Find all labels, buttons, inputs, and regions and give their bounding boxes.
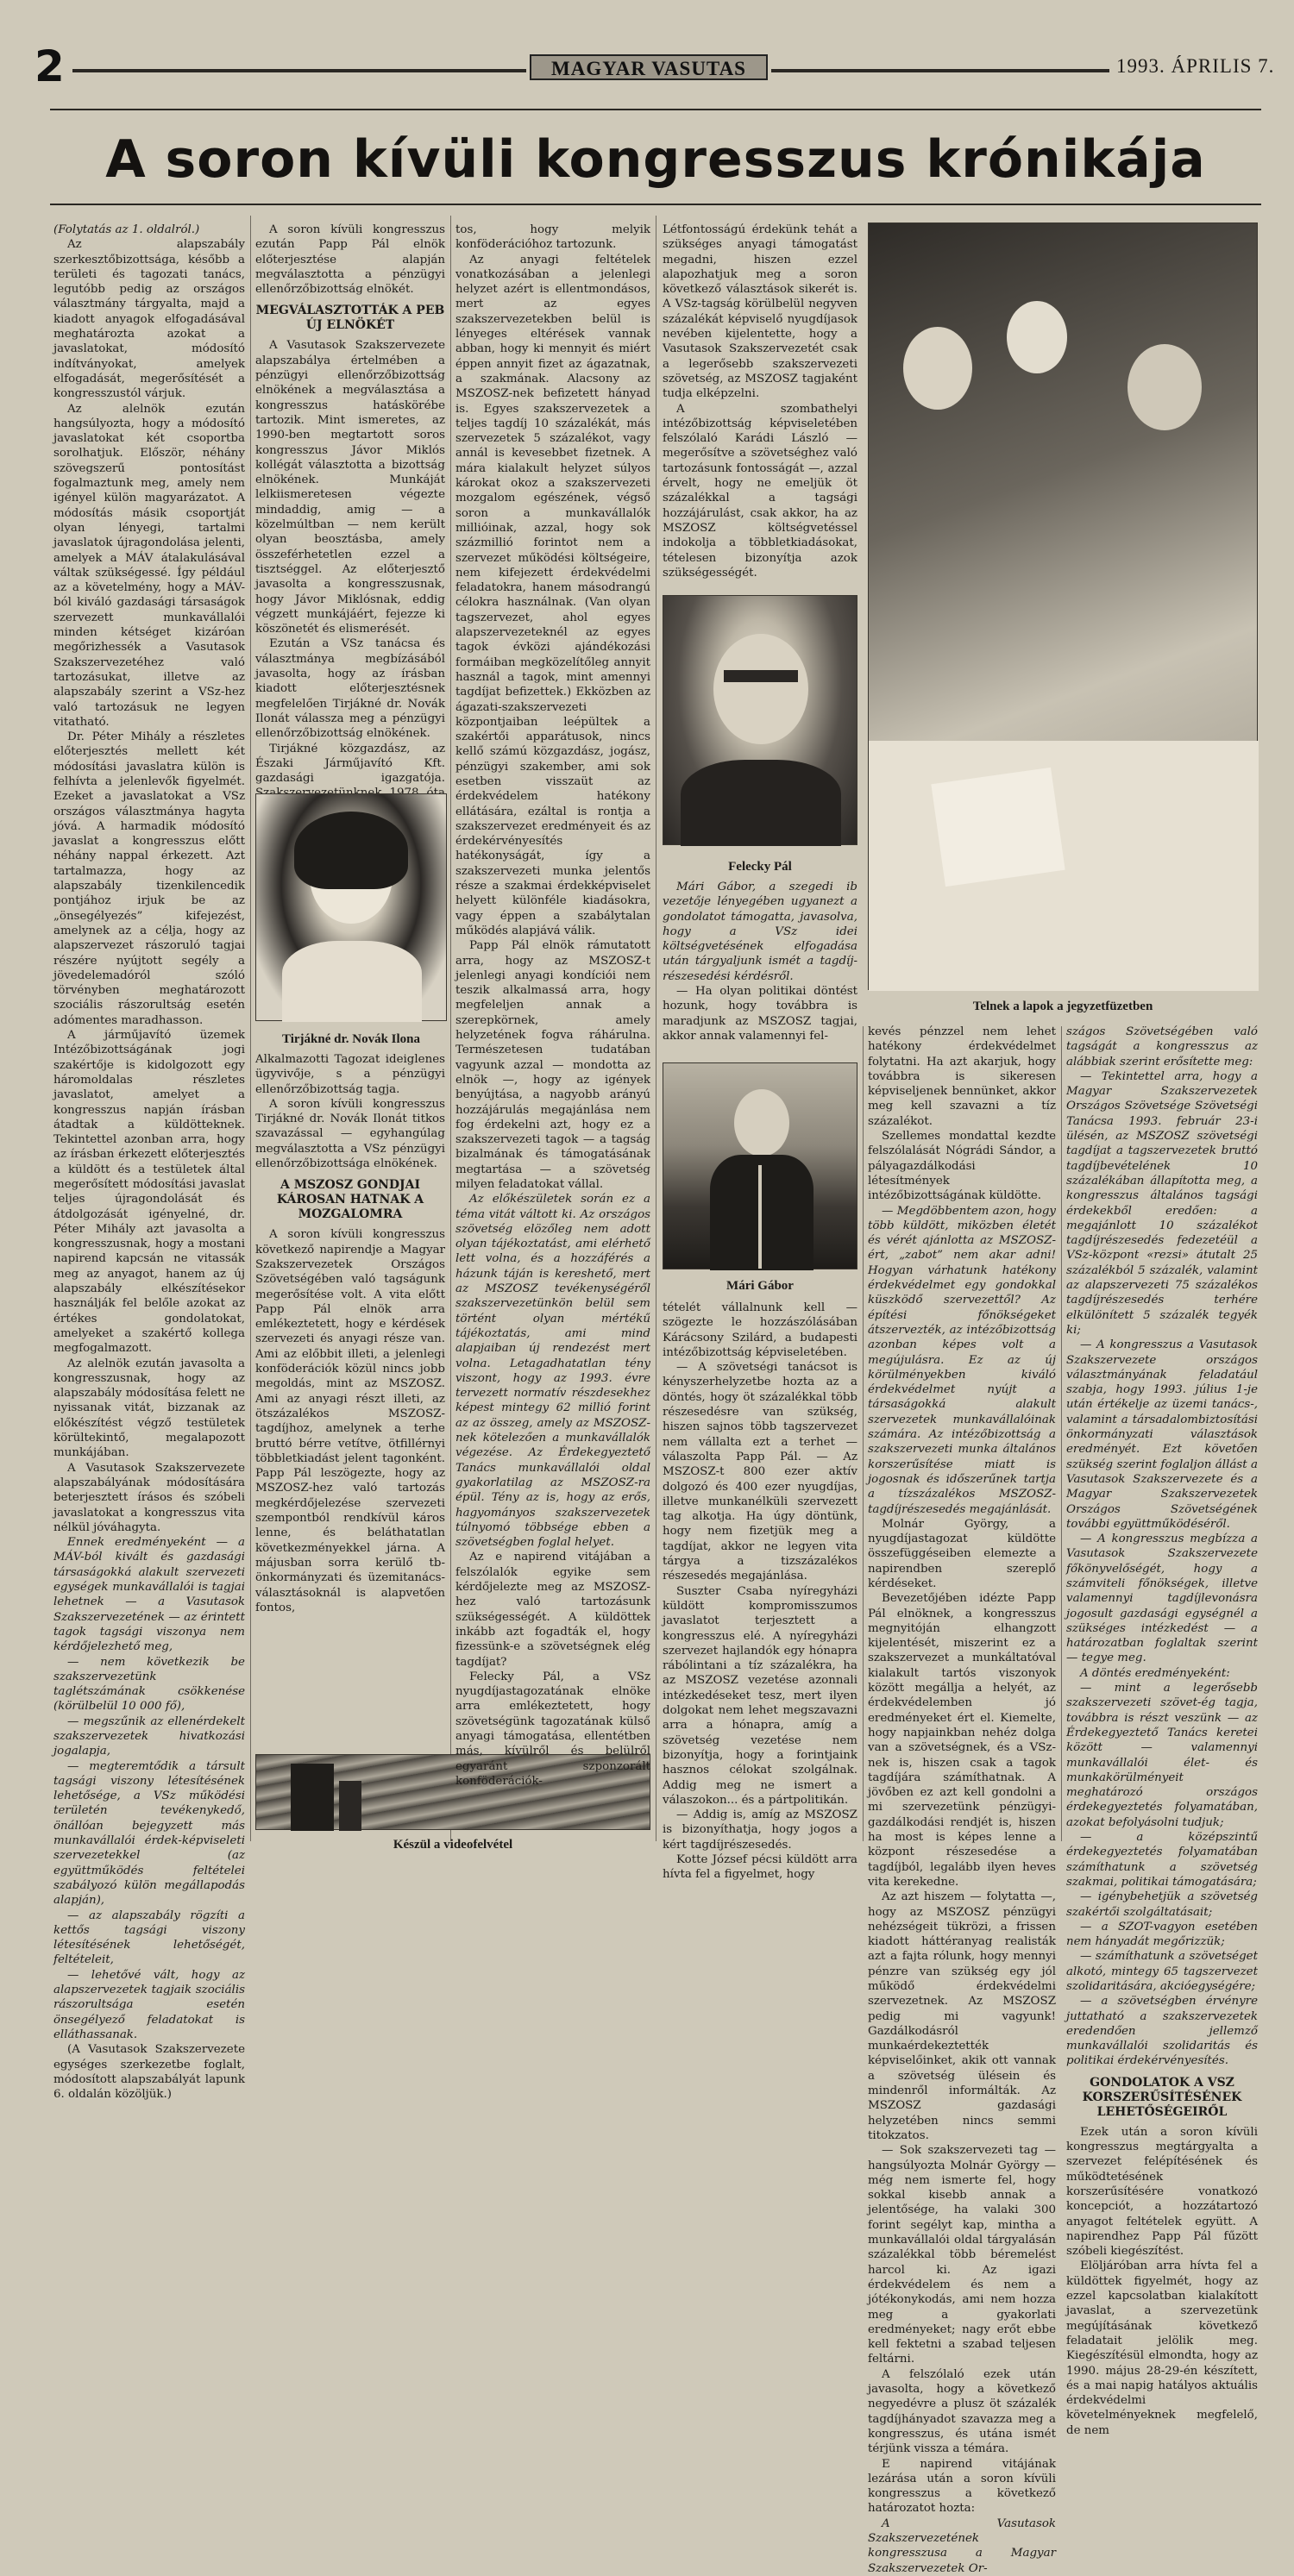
paragraph: A felszólaló ezek után javasolta, hogy a következő negyedévre a plusz öt százalék tagdíjhányadot szavazza meg a kongresszus, és utána ismét térjünk vissza a témára. [868,2367,1056,2456]
caption-meeting: Telnek a lapok a jegyzetfüzetben [972,1000,1153,1013]
caption-felecky: Felecky Pál [728,860,792,874]
paragraph: Az alelnök ezután hangsúlyozta, hogy a módosító javaslatokat két csoportba sorolhatjuk. Először, néhány szövegszerű pontosítást fogalmaztunk meg, amely nem igényel külön magyarázatot. A módosítás másik csoportját olyan lényegi, tartalmi javaslatok újragondolása jelenti, amelyek a MÁV átalakulásával váltak szükségessé. Így például az a követelmény, hogy a MÁV-ból kiváló gazdasági társaságok szervezett munkavállalói minden kétséget kizáróan megőrizhessék a Vasutasok Szakszervezetéhez való tartozásukat, illetve az alapszabály szerint a VSz-hez való tartozásuk ne legyen vitatható. [53,402,245,729]
column-4-bottom [663,1301,857,1882]
paragraph: tételét vállalnunk kell — szögezte le hozzászólásában Kárácsony Szilárd, a budapesti intézőbizottság képviseletében. [663,1301,857,1359]
paragraph: Papp Pál elnök rámutatott arra, hogy az MSZOSZ-t jelenlegi anyagi kondíciói nem teszik alkalmassá arra, hogy megfeleljen annak a szerepkörnek, amely helyzetének fogva ráhárulna. Természetesen tudatában vagyunk azzal — mondotta az elnök —, hogy az igények benyújtása, a nagyobb arányú hozzájárulás megajánlása nem fog érdekelni azt, hogy ez a szakszervezeti tagok — a tagság bizalmának és támogatásának megtartása — a szövetség milyen feladatokat vállal. [455,939,650,1191]
paragraph: Az e napirend vitájában a felszólalók egyike sem kérdőjelezte meg az MSZOSZ-hez való tartozásunk szükségességét. A küldöttek inkább azt fogadták el, hogy fizessünk-e a szövetségnek elég tagdíjat? [455,1551,650,1669]
article-headline: A soron kívüli kongresszus krónikája [105,129,1206,190]
photo-meeting [868,223,1258,990]
paragraph: — A szövetségi tanácsot is kényszerhelyzetbe hozta az a döntés, hogy öt százalékkal több részesedésre van szükség, hiszen sajnos több tagszervezet nem vállalta ezt a terhet — válaszolta Papp Pál. — Az MSZOSZ-t 800 ezer aktív dolgozó és 400 ezer nyugdíjas, illetve munkanélküli szervezett tag alkotja. Ha úgy döntünk, hogy nem fizetjük meg a tagdíjat, akkor ne legyen vita tárgya a tizszázalékos részesedés megajánlása. [663,1361,857,1583]
paragraph: szágos Szövetségében való tagságát a kongresszus az alábbiak szerint erősítette meg: [1066,1025,1258,1069]
paragraph: Tirjákné közgazdász, az Északi Járműjavító Kft. gazdasági igazgatója. [255,742,445,786]
paragraph: Az azt hiszem — folytatta —, hogy az MSZOSZ pénzügyi nehézségeit tükrözi, a frissen kiadott háttéranyag realisták azt a fajta rólunk, hogy mennyi pénzre van szükség egy jól működő érdekvédelmi szervezetnek. Az MSZOSZ pedig mi vagyunk! Gazdálkodásról munkaérdekeztették képviselőinket, akik ott vannak a szövetség ülésein és mindenről informálták. Az MSZOSZ gazdasági helyzetében nincs semmi titokzatos. [868,1890,1056,2142]
masthead-rule-right [771,69,1109,72]
column-6 [1066,1025,1258,2437]
paragraph: — Addig is, amíg az MSZOSZ is bizonyíthatja, hogy jogos a kért tagdíjrészesedés. [663,1808,857,1852]
column-5 [868,1025,1056,2575]
photo-tirjakne [255,793,447,1021]
continuation-note: (Folytatás az 1. oldalról.) [53,223,200,236]
paragraph: Szellemes mondattal kezdte felszólalását Nógrádi Sándor, a pályagazdálkodási létesítmények intézőbizottságának küldötte. [868,1130,1056,1203]
paragraph: — mint a legerősebb szakszervezeti szövet-ég tagja, továbbra is részt veszünk — az Érdekegyeztető Tanács keretei között — valamennyi munkavállalói élet- és munkakörülményeit meghatározó országos érdekegyeztetés folyamatában, azokat befolyásolni tudjuk; [1066,1682,1258,1829]
paragraph: — számíthatunk a szövetséget alkotó, mintegy 65 tagszervezet szolidaritására, akcióegységére; [1066,1950,1258,1993]
column-rule [863,1026,864,1841]
paragraph: — Ha olyan politikai döntést hozunk, hogy továbbra is maradjunk az MSZOSZ tagjai, akkor annak valamennyi fel- [663,985,857,1043]
paragraph: — a szövetségben érvényre juttatható a szakszervezetek eredendően jellemző munkavállalói szolidaritás és politikai érdekérvényesítés. [1066,1995,1258,2068]
paragraph: Ezek után a soron kívüli kongresszus megtárgyalta a szervezet felépítésének és működtetésének korszerűsítésére vonatkozó koncepciót, a hozzátartozó anyagot feltételek együtt. A napirendhez Papp Pál fűzött szóbeli kiegészítést. [1066,2125,1258,2259]
header-rule-bottom [50,204,1261,205]
paragraph: E napirend vitájának lezárása után a soron kívüli kongresszus a következő határozatot hozta: [868,2457,1056,2516]
paragraph: Felecky Pál, a VSz nyugdíjastagozatának elnöke arra emlékeztetett, hogy szövetségünk tagozatának külső anyagi támogatása, ellentétben más, kívülről és belülről egyaránt szponzorált konföderációk- [455,1670,650,1788]
paragraph: Elöljáróban arra hívta fel a küldöttek figyelmét, hogy az ezzel kapcsolatban kialakított javaslat, a szervezetünk megújításának következő feladatait jelölik meg. Kiegészítésül elmondta, hogy az 1990. május 28-29-én készített, és a mai napig hatályos aktuális érdekvédelmi követelményeknek megfelelő, de nem [1066,2259,1258,2437]
column-2-bottom [255,1052,445,1752]
masthead-rule-left [72,69,526,72]
page-number: 2 [35,41,65,91]
paragraph: — a SZOT-vagyon esetében nem hányadát megőrizzük; [1066,1920,1258,1949]
paragraph: A soron kívüli kongresszus ezután Papp Pál elnök előterjesztése alapján megválasztotta a pénzügyi ellenőrzőbizottság elnökét. [255,223,445,297]
paragraph: Kotte József pécsi küldött arra hívta fel a figyelmet, hogy [663,1852,857,1882]
paragraph: A soron kívüli kongresszus Tirjákné dr. Novák Ilonát titkos szavazással — egyhangúlag megválasztotta a VSz pénzügyi ellenőrzőbizottsága elnökének. [255,1097,445,1171]
column-3 [455,223,650,1788]
photo-felecky [663,595,857,845]
paragraph: — a középszintű érdekegyeztetés folyamatában számíthatunk a szövetség szakmai, politikai támogatására; [1066,1831,1258,1889]
paragraph: — A kongresszus megbízza a Vasutasok Szakszervezete főkönyvelőségét, hogy a számviteli főnökségek, illetve valamennyi tagdíjlevonásra jogosult gazdasági egységnél a szükséges intézkedést — a határozatban foglaltak szerint — tegye meg. [1066,1532,1258,1665]
paragraph: — megszűnik az ellenérdekelt szakszervezetek hivatkozási jogalapja, [53,1714,245,1758]
paragraph: kevés pénzzel nem lehet hatékony érdekvédelmet folytatni. Ha azt akarjuk, hogy továbbra is sikeresen képviseljenek bennünket, akkor meg kell szavazni a tíz százalékot. [868,1025,1056,1128]
paragraph: A Vasutasok Szakszervezete alapszabálya értelmében a pénzügyi ellenőrzőbizottság elnökének a megválasztása a kongresszus hatáskörébe tartozik. Mint ismeretes, az 1990-ben megtartott soros kongresszus Jávor Miklós kollégát választotta a bizottság elnökének. Munkáját lelkiismeretesen végezte mindaddig, amig — a közelmúltban — nem került olyan beosztásba, amely összeférhetetlen ezzel a tisztséggel. Az előterjesztő javasolta a kongresszusnak, hogy Jávor Miklósnak, eddig végzett munkájáért, fejezze ki köszönetét és elismerését. [255,339,445,636]
column-4-top [663,223,857,585]
subheading: A MSZOSZ GONDJAI KÁROSAN HATNAK A MOZGALOMRA [276,1178,424,1222]
column-rule [1061,1026,1062,1841]
issue-date: 1993. ÁPRILIS 7. [1116,55,1275,77]
paragraph: — megteremtődik a társult tagsági viszony létesítésének lehetősége, a VSz működési területén tevékenykedő, önállóan bejegyzett más munkavállalói érdek-képviseleti szervezetekkel (az együttműködés feltételei szabályozó külön megállapodás alapján), [53,1759,245,1908]
paragraph: Az anyagi feltételek vonatkozásában a jelenlegi helyzet azért is ellentmondásos, mert az egyes szakszervezetekben belül is lényeges eltérések vannak abban, hogy ki mennyit és miért éppen annyit fizet az ágazatnak, a szakmának. Alacsony az MSZOSZ-nek befizetett hányad is. Egyes szakszervezetek a teljes tagdíj 10 százalékát, más szervezetek 5 százalékot, vagy annál is kevesebbet fizetnek. A mára kialakult helyzet súlyos károkat okoz a szakszervezeti mozgalom egészének, végső soron a munkavállalók millióinak, azzal, hogy sok százmillió forintot nem a szervezet működési költségeire, nem kifejezett érdekvédelmi feladatokra, hanem másodrangú célokra használnak. (Van olyan tagszervezet, ahol egyes alapszervezeteknél az egyes tagok évközi ajándékozási formáiban megközelítőleg annyit használ a tagok, mint amennyi tagdíjat befizettek.) Ekközben az ágazati-szakszervezeti központjaiban leépültek a szakértői apparátusok, nincs kellő számú közgazdász, jogász, pénzügyi szakember, ami sok esetben visszaüt az érdekvédelem hatékony ellátására, ezáltal is rontja a szakszervezet eredményeit és az érdekérvényesítés hatékonyságát, így a szakszervezeti munka jelentős része a szakmai érdekképviselet helyett különféle kiadásokra, vagy éppen a szabálytalan működés alapjává válik. [455,253,650,937]
newspaper-logo: MAGYAR VASUTAS [530,54,768,80]
paragraph: A soron kívüli kongresszus következő napirendje a Magyar Szakszervezetek Országos Szövetségében való tagságunk megerősítése volt. A vita előtt Papp Pál elnök arra emlékeztetett, hogy e kérdések szervezeti és anyagi része van. Ami az előbbit illeti, a jelenlegi konföderációk közül nincs jobb megoldás, mint az MSZOSZ. Ami az anyagi részt illeti, az ötszázalékos MSZOSZ-tagdíjhoz, amelynek a terhe bruttó bérre vetítve, ötfillérnyi többletkiadást jelent tagonként. Papp Pál leszögezte, hogy az MSZOSZ-hez való tartozás megkérdőjelezése szervezeti szempontból rendkívül káros lenne, és beláthatatlan következményekkel járna. A májusban sorra kerülő tb-önkormányzati és üzemitanács-választásoknál is alapvetően fontos, [255,1228,445,1614]
paragraph: A szombathelyi intézőbizottság képviseletében felszólaló Karádi László — megerősítve a szövetséghez való tartozásunk fontosságát —, azzal érvelt, hogy ne emeljük öt százalékkal a tagsági hozzájárulást, csak akkor, ha az MSZOSZ költségvetéssel indokolja a többletkiadásokat, tételesen bizonyítja azok szükségességét. [663,402,857,580]
paragraph: Ennek eredményeként — a MÁV-ból kivált és gazdasági társaságokká alakult szervezeti egységek munkavállalói is tagjai lehetnek — a Vasutasok Szakszervezetének — az érintett tagok tagsági viszonya nem kérdőjelezhető meg, [53,1536,245,1654]
paragraph: tos, hogy melyik konföderációhoz tartozunk. [455,223,650,252]
paragraph: — Tekintettel arra, hogy a Magyar Szakszervezetek Országos Szövetsége Szövetségi Tanácsa 1993. február 23-i ülésén, az MSZOSZ szövetségi tagdíjat a tagszervezetek bruttó tagdíjbevételének 10 százalékában állapította meg, a kongresszus általános tagsági érdekekből eredően: a megajánlott 10 százalékot tagdíjrészesedés fedezetéül a VSz-központ «rezsi» átutalt 25 százalékból 5 százalék, valamint az alapszervezeti 75 százalékos tagdíjrészesedés terhére elkülönített 5 százalék tegyék ki; [1066,1069,1258,1337]
paragraph: A Vasutasok Szakszervezetének kongresszusa a Magyar Szakszervezetek Or- [868,2516,1056,2575]
paragraph: Suszter Csaba nyíregyházi küldött kompromisszumos javaslatot terjesztett a kongresszus elé. A nyíregyházi szervezet hajlandók egy hónapra rábólintani a tíz százalékra, ha az MSZOSZ vezetése azonnali intézkedéseket tesz, mert ilyen dolgokat nem lehet megszavazni arra a hónapra, amíg a szövetség vezetése nem bizonyítja, hogy a forintjaink hasznos célokat szolgálnak. Addig meg ne ismert a válaszokon... és a pártpolitikán. [663,1584,857,1807]
paragraph: Alkalmazotti Tagozat ideiglenes ügyvivője, s a pénzügyi ellenőrzőbizottság tagja. [255,1053,445,1096]
paragraph: — igénybehetjük a szövetség szakértői szolgáltatásait; [1066,1890,1258,1919]
paragraph: Mári Gábor, a szegedi ib vezetője lényegében ugyanezt a gondolatot támogatta, javasolva, hogy a VSz idei költségvetésének elfogadása után tárgyaljunk ismét a tagdíj-részesedési kérdésről. [663,881,857,983]
paragraph: Az előkészületek során ez a téma vitát váltott ki. Az országos szövetség elözőleg nem adott olyan tájékoztatást, ami elérhető lett volna, és a hozzáférés a házunk táján is kereshető, mert az MSZOSZ tevékenységéről szakszervezetünkön belül sem történt olyan mértékű tájékoztatás, ami mind alapjaiban új rendezést mert volna. Letagadhatatlan tény viszont, hogy az 1993. évre tervezett normatív részdesekhez képest mintegy 62 millió forint az az összeg, amely az MSZOSZ-nek kötelezően a munkavállalók végezése. Az Érdekegyeztető Tanács munkavállalói oldal gyakorlatilag az MSZOSZ-ra épül. Tény az is, hogy az erős, hagyományos szakszervezetek túlnyomó többsége ebben a szövetségben foglal helyet. [455,1193,650,1550]
paragraph: Molnár György, a nyugdíjastagozat küldötte összefüggéseiben elemezte a napirendben szereplő kérdéseket. [868,1517,1056,1590]
header-rule-top [50,109,1261,110]
paragraph: A döntés eredményeként: [1080,1666,1230,1680]
subheading: GONDOLATOK A VSZ KORSZERŰSÍTÉSÉNEK LEHETŐSÉGEIRŐL [1082,2075,1242,2119]
paragraph: — lehetővé vált, hogy az alapszervezetek tagjaik szociális rászorultsága esetén önsegélyező feladatokat is elláthassanak. [53,1968,245,2041]
caption-mari: Mári Gábor [726,1279,794,1293]
paragraph: A Vasutasok Szakszervezete alapszabályának módosítására beterjesztett írásos és szóbeli javaslatokat a kongresszus vita nélkül jóváhagyta. [53,1461,245,1534]
paragraph: Dr. Péter Mihály a részletes előterjesztés mellett két módosítási javaslatra külön is felhívta a jelenlevők figyelmét. Ezeket a javaslatokat a VSz országos választmánya hagyta jóvá. A harmadik módosító javaslat a kongresszus előtt néhány nappal érkezett. Azt tartalmazza, hogy az alapszabály tizenkilencedik pontjához irjuk be az „önsegélyezés” kifejezést, amelynek az a célja, hogy az alapszervezet rászoruló tagjai részére nyújtott segély a jövedelemadóról szóló törvényben meghatározott szociális rászorultság esetén adómentes maradhasson. [53,730,245,1027]
column-4-mid [663,880,857,1052]
paragraph: Az alelnök ezután javasolta a kongresszusnak, hogy az alapszabály módosítása felett ne nyissanak vitát, bizzanak az előkészítést végző testületek körültekintő, megalapozott munkájában. [53,1357,245,1460]
paragraph: — Megdöbbentem azon, hogy több küldött, miközben életét és vérét ajánlotta az MSZOSZ-ért, „zabot” nem akar adni! Hogyan várhatunk hatékony érdekvédelmet egy gondokkal küszködő szervezettől? Az építési főnökségeket átszervezték, az intézőbizottság azonban képes volt a megújulásra. Ez az új körülményekben kiváló érdekvédelmet nyújt a társaságokká alakult szervezetek munkavállalóinak számára. Az intézőbizottság a szakszervezeti munka általános korszerűsítése miatt is jogosnak és időszerűnek tartja a tízszázalékos MSZOSZ-tagdíjrészesedés megajánlását. [868,1204,1056,1516]
subheading: MEGVÁLASZTOTTÁK A PEB ÚJ ELNÖKÉT [255,304,445,333]
column-1 [53,223,245,2102]
paragraph: — Sok szakszervezeti tag — hangsúlyozta Molnár György — még nem ismerte fel, hogy sokkal kisebb annak a jelentősége, ha valaki 300 forint segélyt kap, mintha a munkavállalói oldal tárgyalásán százalékkal több béremelést harcol ki. Az igazi érdekvédelem és nem a jótékonykodás, ami nem hozza meg a gyakorlati eredményeket; nagy erőt ebbe kell fektetni a szabad teljesen feltárni. [868,2144,1056,2366]
column-rule [450,216,451,1841]
paragraph: — az alapszabály rögzíti a kettős tagsági viszony létesítésének lehetőségét, feltételeit, [53,1908,245,1967]
paragraph: — A kongresszus a Vasutasok Szakszervezete országos választmányának feladatául szabja, hogy 1993. július 1-je után értékelje az üzemi tanács-, valamint a társadalombiztosítási önkormányzati választások eredményét. Ezt követően szükség szerint foglaljon állást a Vasutasok Szakszervezete és a Magyar Szakszervezetek Országos Szövetségének további együttműködéséről. [1066,1338,1258,1531]
paragraph: Bevezetőjében idézte Papp Pál elnöknek, a kongresszus megnyitóján elhangzott kijelentését, miszerint ez a szakszervezet a munkáltatóval kialakult tartós viszonyok között megállja a helyét, az érdekvédelemben jó eredményeket ért el. Kiemelte, hogy napjainkban nehéz dolga van a szövetségnek, és a VSz-nek is, hiszen csak a tagok tagdíjára számíthatnak. A jövőben ez azt kell gondolni a mi szervezetünk pénzügyi-gazdálkodási rendjét is, hiszen ha most is képes lenne a központ részesedése a tagdíjból, legalább ilyen heves vita kerekedne. [868,1592,1056,1889]
caption-video: Készül a videofelvétel [393,1838,513,1852]
paragraph: Ezután a VSz tanácsa és választmánya megbízásából javasolta, hogy az írásban kiadott előterjesztésnek megfelelően Tirjákné dr. Novák Ilonát válassza meg a pénzügyi ellenőrzőbizottság elnökének. [255,637,445,741]
caption-tirjakne: Tirjákné dr. Novák Ilona [281,1032,421,1046]
paragraph: — nem következik be szakszervezetünk taglétszámának csökkenése (körülbelül 10 000 fő), [53,1655,245,1714]
photo-mari [663,1062,857,1269]
paragraph: A járműjavító üzemek Intézőbizottságának jogi szakértője is kidolgozott egy háromoldalas részletes javaslatot, amelyet a kongresszus napján írásban átadtak a küldötteknek. Tekintettel azonban arra, hogy az írásban érkezett előterjesztés a küldött és a testületek által megerősített módosítási javaslat teljes újragondolását és átdolgozását igényelné, dr. Péter Mihály azt javasolta a kongresszusnak, hogy a mostani napirend kapcsán ne vitassák meg az anyagot, hanem az új alapszabály elkészítésekor használják fel belőle azokat az értékes gondolatokat, amelyeket a szakértő kollega megfogalmazott. [53,1029,245,1356]
paragraph: Létfontosságú érdekünk tehát a szükséges anyagi támogatást megadni, hiszen ezzel alapozhatjuk meg a soron következő választások sikerét is. A VSz-tagság körülbelül negyven százalékát képviselő nyugdíjasok nevében kijelentette, hogy a Vasutasok Szakszervezetét csak a legerősebb szakszervezeti szövetség, az MSZOSZ tagjaként tudja elképzelni. [663,223,857,401]
paragraph: Az alapszabály szerkesztőbizottsága, később a területi és tagozati tanács, legutóbb pedig az országos választmány tárgyalta, majd a kiadott anyagok elfogadásával meghatározta azokat a javaslatokat, módosító indítványokat, amelyek elfogadását, megerősítését a kongresszustól várjuk. [53,238,245,401]
paragraph: (A Vasutasok Szakszervezete egységes szerkezetbe foglalt, módosított alapszabályát lapunk 6. oldalán közöljük.) [53,2043,245,2102]
column-rule [250,216,251,1841]
